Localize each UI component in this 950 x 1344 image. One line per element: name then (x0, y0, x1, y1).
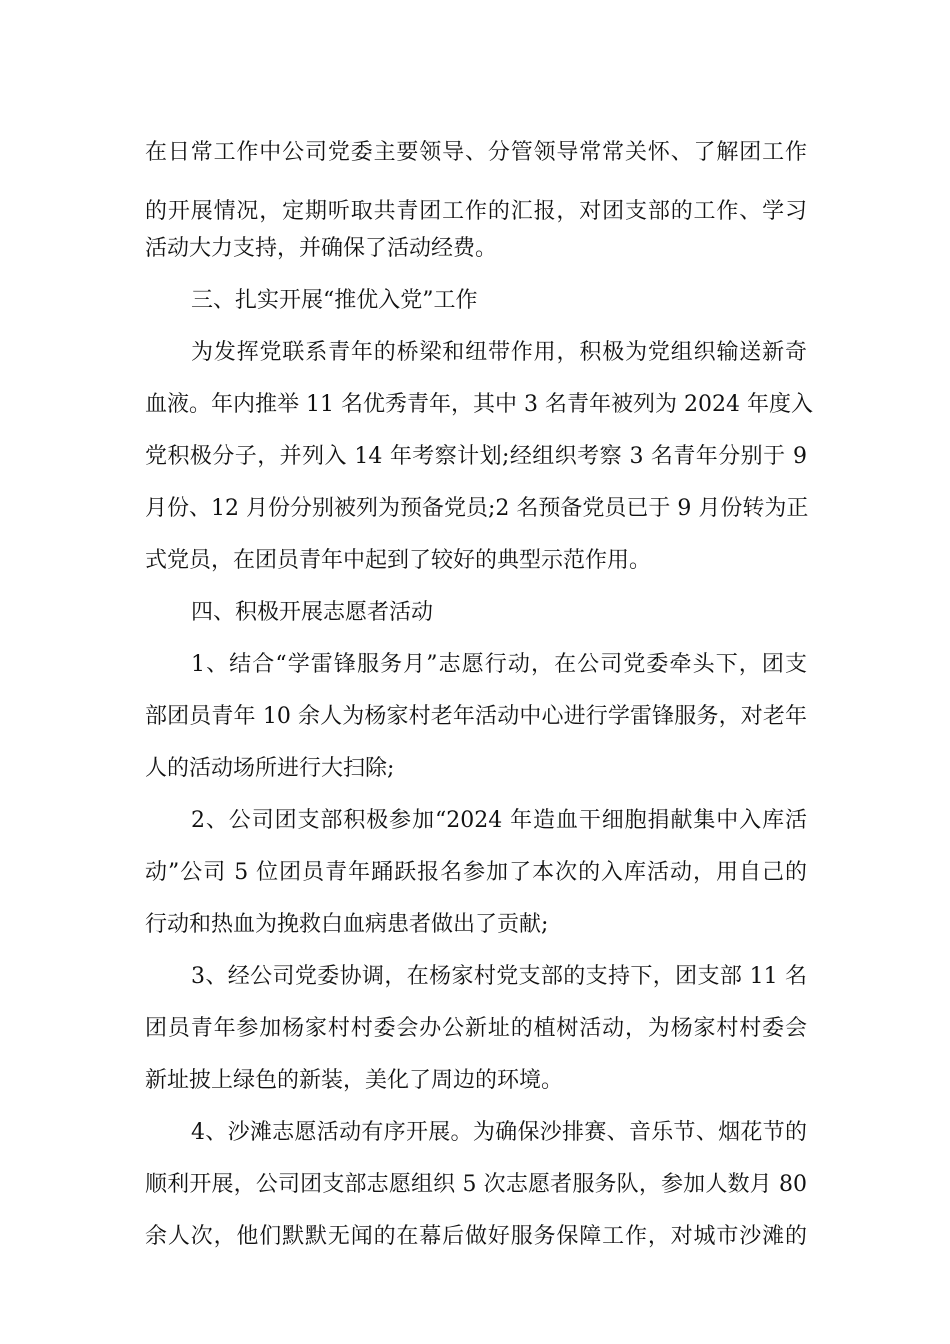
list-item-line: 4、沙滩志愿活动有序开展。为确保沙排赛、音乐节、烟花节的 (191, 1120, 807, 1145)
list-item-line: 新址披上绿色的新装，美化了周边的环境。 (145, 1068, 564, 1093)
list-item-line: 余人次，他们默默无闻的在幕后做好服务保障工作，对城市沙滩的 (145, 1224, 807, 1249)
paragraph-line: 式党员，在团员青年中起到了较好的典型示范作用。 (145, 548, 652, 573)
list-item-line: 1、结合“学雷锋服务月”志愿行动，在公司党委牵头下，团支 (191, 652, 807, 677)
paragraph-line: 活动大力支持，并确保了活动经费。 (145, 236, 498, 261)
section-heading: 三、扎实开展“推优入党”工作 (191, 288, 478, 313)
paragraph-line: 党积极分子，并列入 14 年考察计划;经组织考察 3 名青年分别于 9 (145, 444, 807, 469)
paragraph-line: 月份、12 月份分别被列为预备党员;2 名预备党员已于 9 月份转为正 (145, 496, 809, 521)
list-item-line: 部团员青年 10 余人为杨家村老年活动中心进行学雷锋服务，对老年 (145, 704, 807, 729)
list-item-line: 3、经公司党委协调，在杨家村党支部的支持下，团支部 11 名 (191, 964, 807, 989)
list-item-line: 行动和热血为挽救白血病患者做出了贡献; (145, 912, 549, 937)
list-item-line: 团员青年参加杨家村村委会办公新址的植树活动，为杨家村村委会 (145, 1016, 807, 1041)
section-heading: 四、积极开展志愿者活动 (191, 600, 434, 625)
list-item-line: 2、公司团支部积极参加“2024 年造血干细胞捐献集中入库活 (191, 808, 807, 833)
list-item-line: 人的活动场所进行大扫除; (145, 756, 395, 781)
paragraph-line: 为发挥党联系青年的桥梁和纽带作用，积极为党组织输送新奇 (191, 340, 807, 365)
list-item-line: 顺利开展，公司团支部志愿组织 5 次志愿者服务队，参加人数月 80 (145, 1172, 807, 1197)
paragraph-line: 在日常工作中公司党委主要领导、分管领导常常关怀、了解团工作 (145, 140, 807, 165)
list-item-line: 动”公司 5 位团员青年踊跃报名参加了本次的入库活动，用自己的 (145, 860, 807, 885)
paragraph-line: 的开展情况，定期听取共青团工作的汇报，对团支部的工作、学习 (145, 199, 807, 224)
paragraph-line: 血液。年内推举 11 名优秀青年，其中 3 名青年被列为 2024 年度入 (145, 392, 813, 417)
